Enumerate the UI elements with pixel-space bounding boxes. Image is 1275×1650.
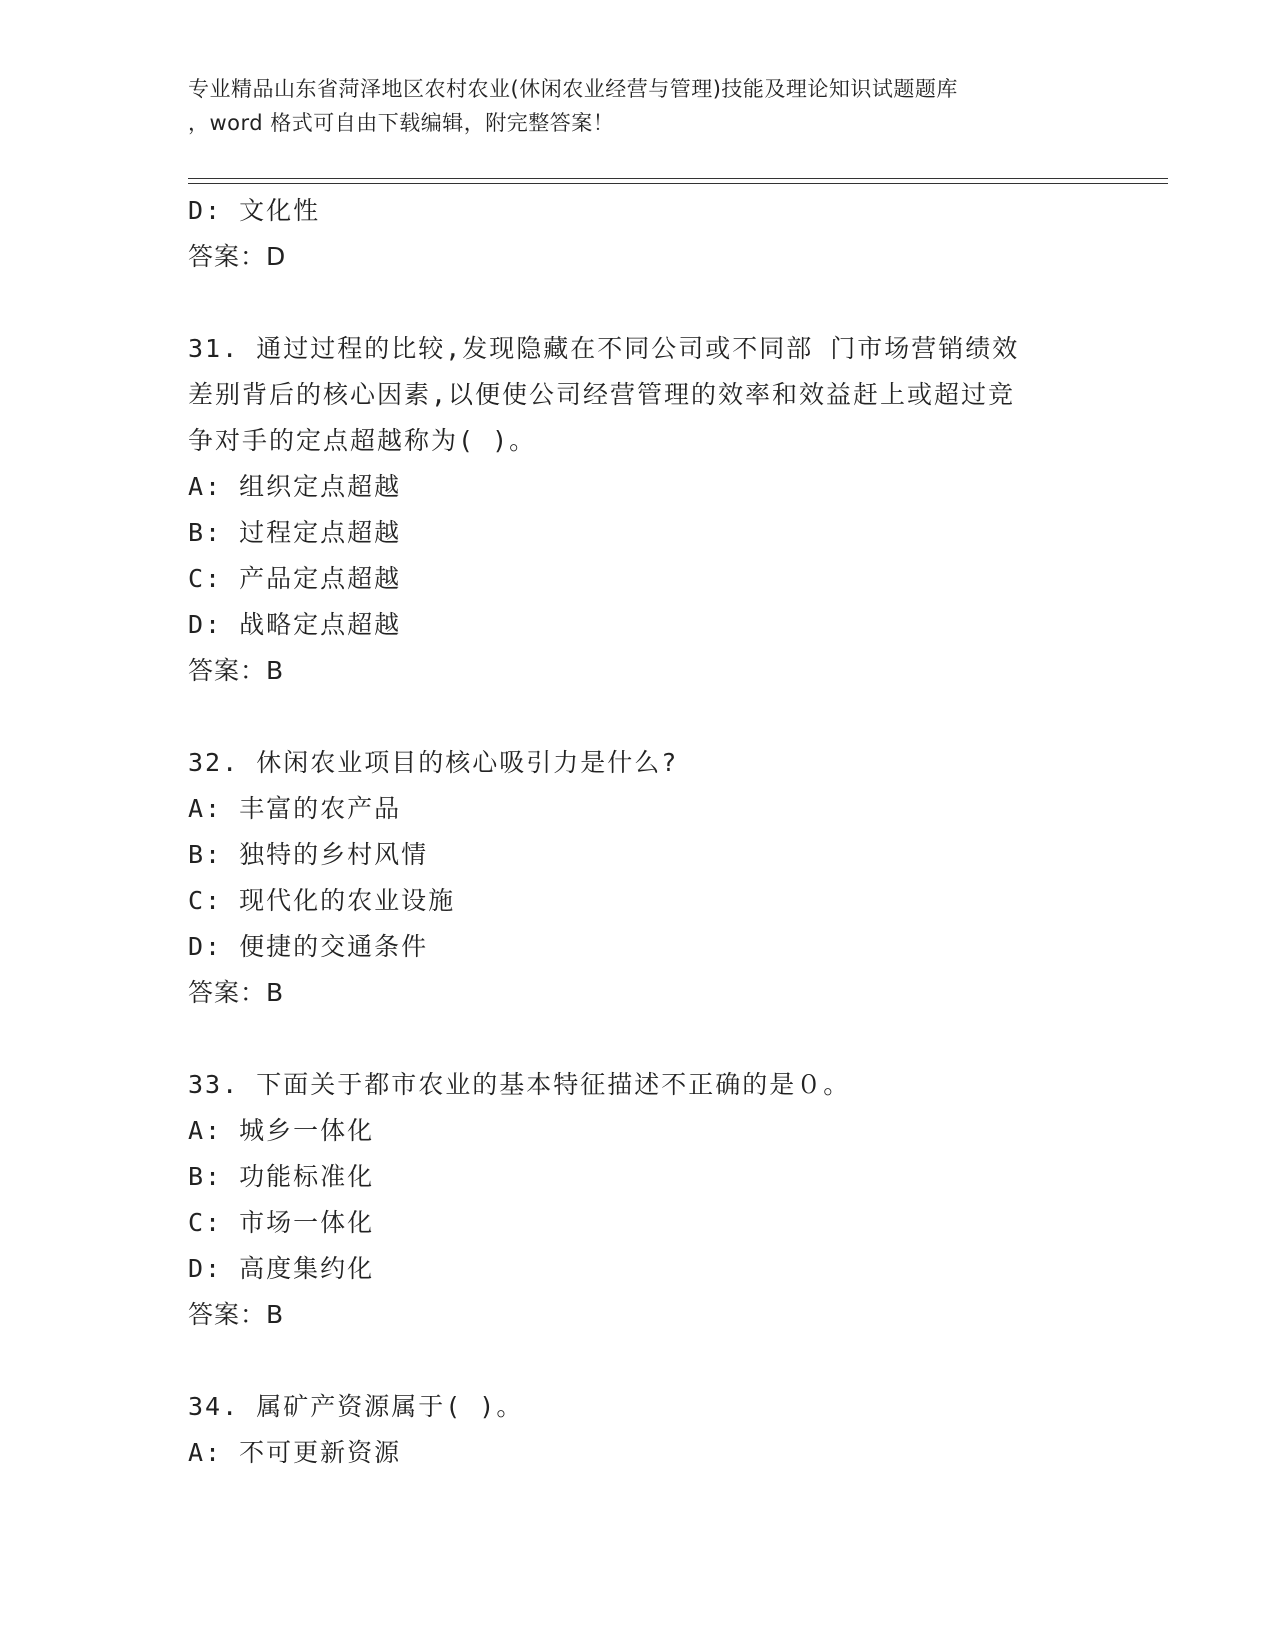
option-b: B: 独特的乡村风情 — [188, 840, 429, 869]
answer-line: 答案：B — [188, 1300, 285, 1329]
option-a: A: 丰富的农产品 — [188, 794, 402, 823]
option-d: D: 便捷的交通条件 — [188, 932, 429, 961]
question-stem-line: 差别背后的核心因素,以便使公司经营管理的效率和效益赶上或超过竞 — [188, 380, 1016, 409]
header-divider-bottom — [188, 183, 1168, 184]
question-stem-line: 32. 休闲农业项目的核心吸引力是什么? — [188, 748, 679, 777]
spacer — [188, 1016, 1108, 1062]
option-d: D: 高度集约化 — [188, 1254, 375, 1283]
question-stem-line: 33. 下面关于都市农业的基本特征描述不正确的是０。 — [188, 1070, 851, 1099]
option-a: A: 不可更新资源 — [188, 1438, 402, 1467]
option-c: C: 市场一体化 — [188, 1208, 375, 1237]
answer-line: 答案：D — [188, 242, 287, 271]
answer-line: 答案：B — [188, 978, 285, 1007]
question-32 — [188, 740, 1108, 1016]
option-c: C: 产品定点超越 — [188, 564, 402, 593]
option-d: D: 战略定点超越 — [188, 610, 402, 639]
question-34 — [188, 1384, 1108, 1476]
question-stem-line: 争对手的定点超越称为( )。 — [188, 426, 537, 455]
question-stem-line: 34. 属矿产资源属于( )。 — [188, 1392, 524, 1421]
question-stem-line: 31. 通过过程的比较,发现隐藏在不同公司或不同部 门市场营销绩效 — [188, 334, 1020, 363]
header-title-line1: 专业精品山东省菏泽地区农村农业(休闲农业经营与管理)技能及理论知识试题题库 — [188, 77, 958, 101]
option-a: A: 城乡一体化 — [188, 1116, 375, 1145]
spacer — [188, 694, 1108, 740]
question-31 — [188, 326, 1108, 694]
question-content — [188, 188, 1108, 1476]
question-33 — [188, 1062, 1108, 1338]
option-d: D: 文化性 — [188, 196, 321, 225]
option-a: A: 组织定点超越 — [188, 472, 402, 501]
answer-line: 答案：B — [188, 656, 285, 685]
spacer — [188, 1338, 1108, 1384]
spacer — [188, 280, 1108, 326]
header-divider-top — [188, 178, 1168, 179]
option-c: C: 现代化的农业设施 — [188, 886, 456, 915]
option-b: B: 功能标准化 — [188, 1162, 375, 1191]
header-title-line2: ，word 格式可自由下载编辑，附完整答案！ — [188, 111, 615, 135]
option-b: B: 过程定点超越 — [188, 518, 402, 547]
page-header — [188, 72, 1088, 140]
